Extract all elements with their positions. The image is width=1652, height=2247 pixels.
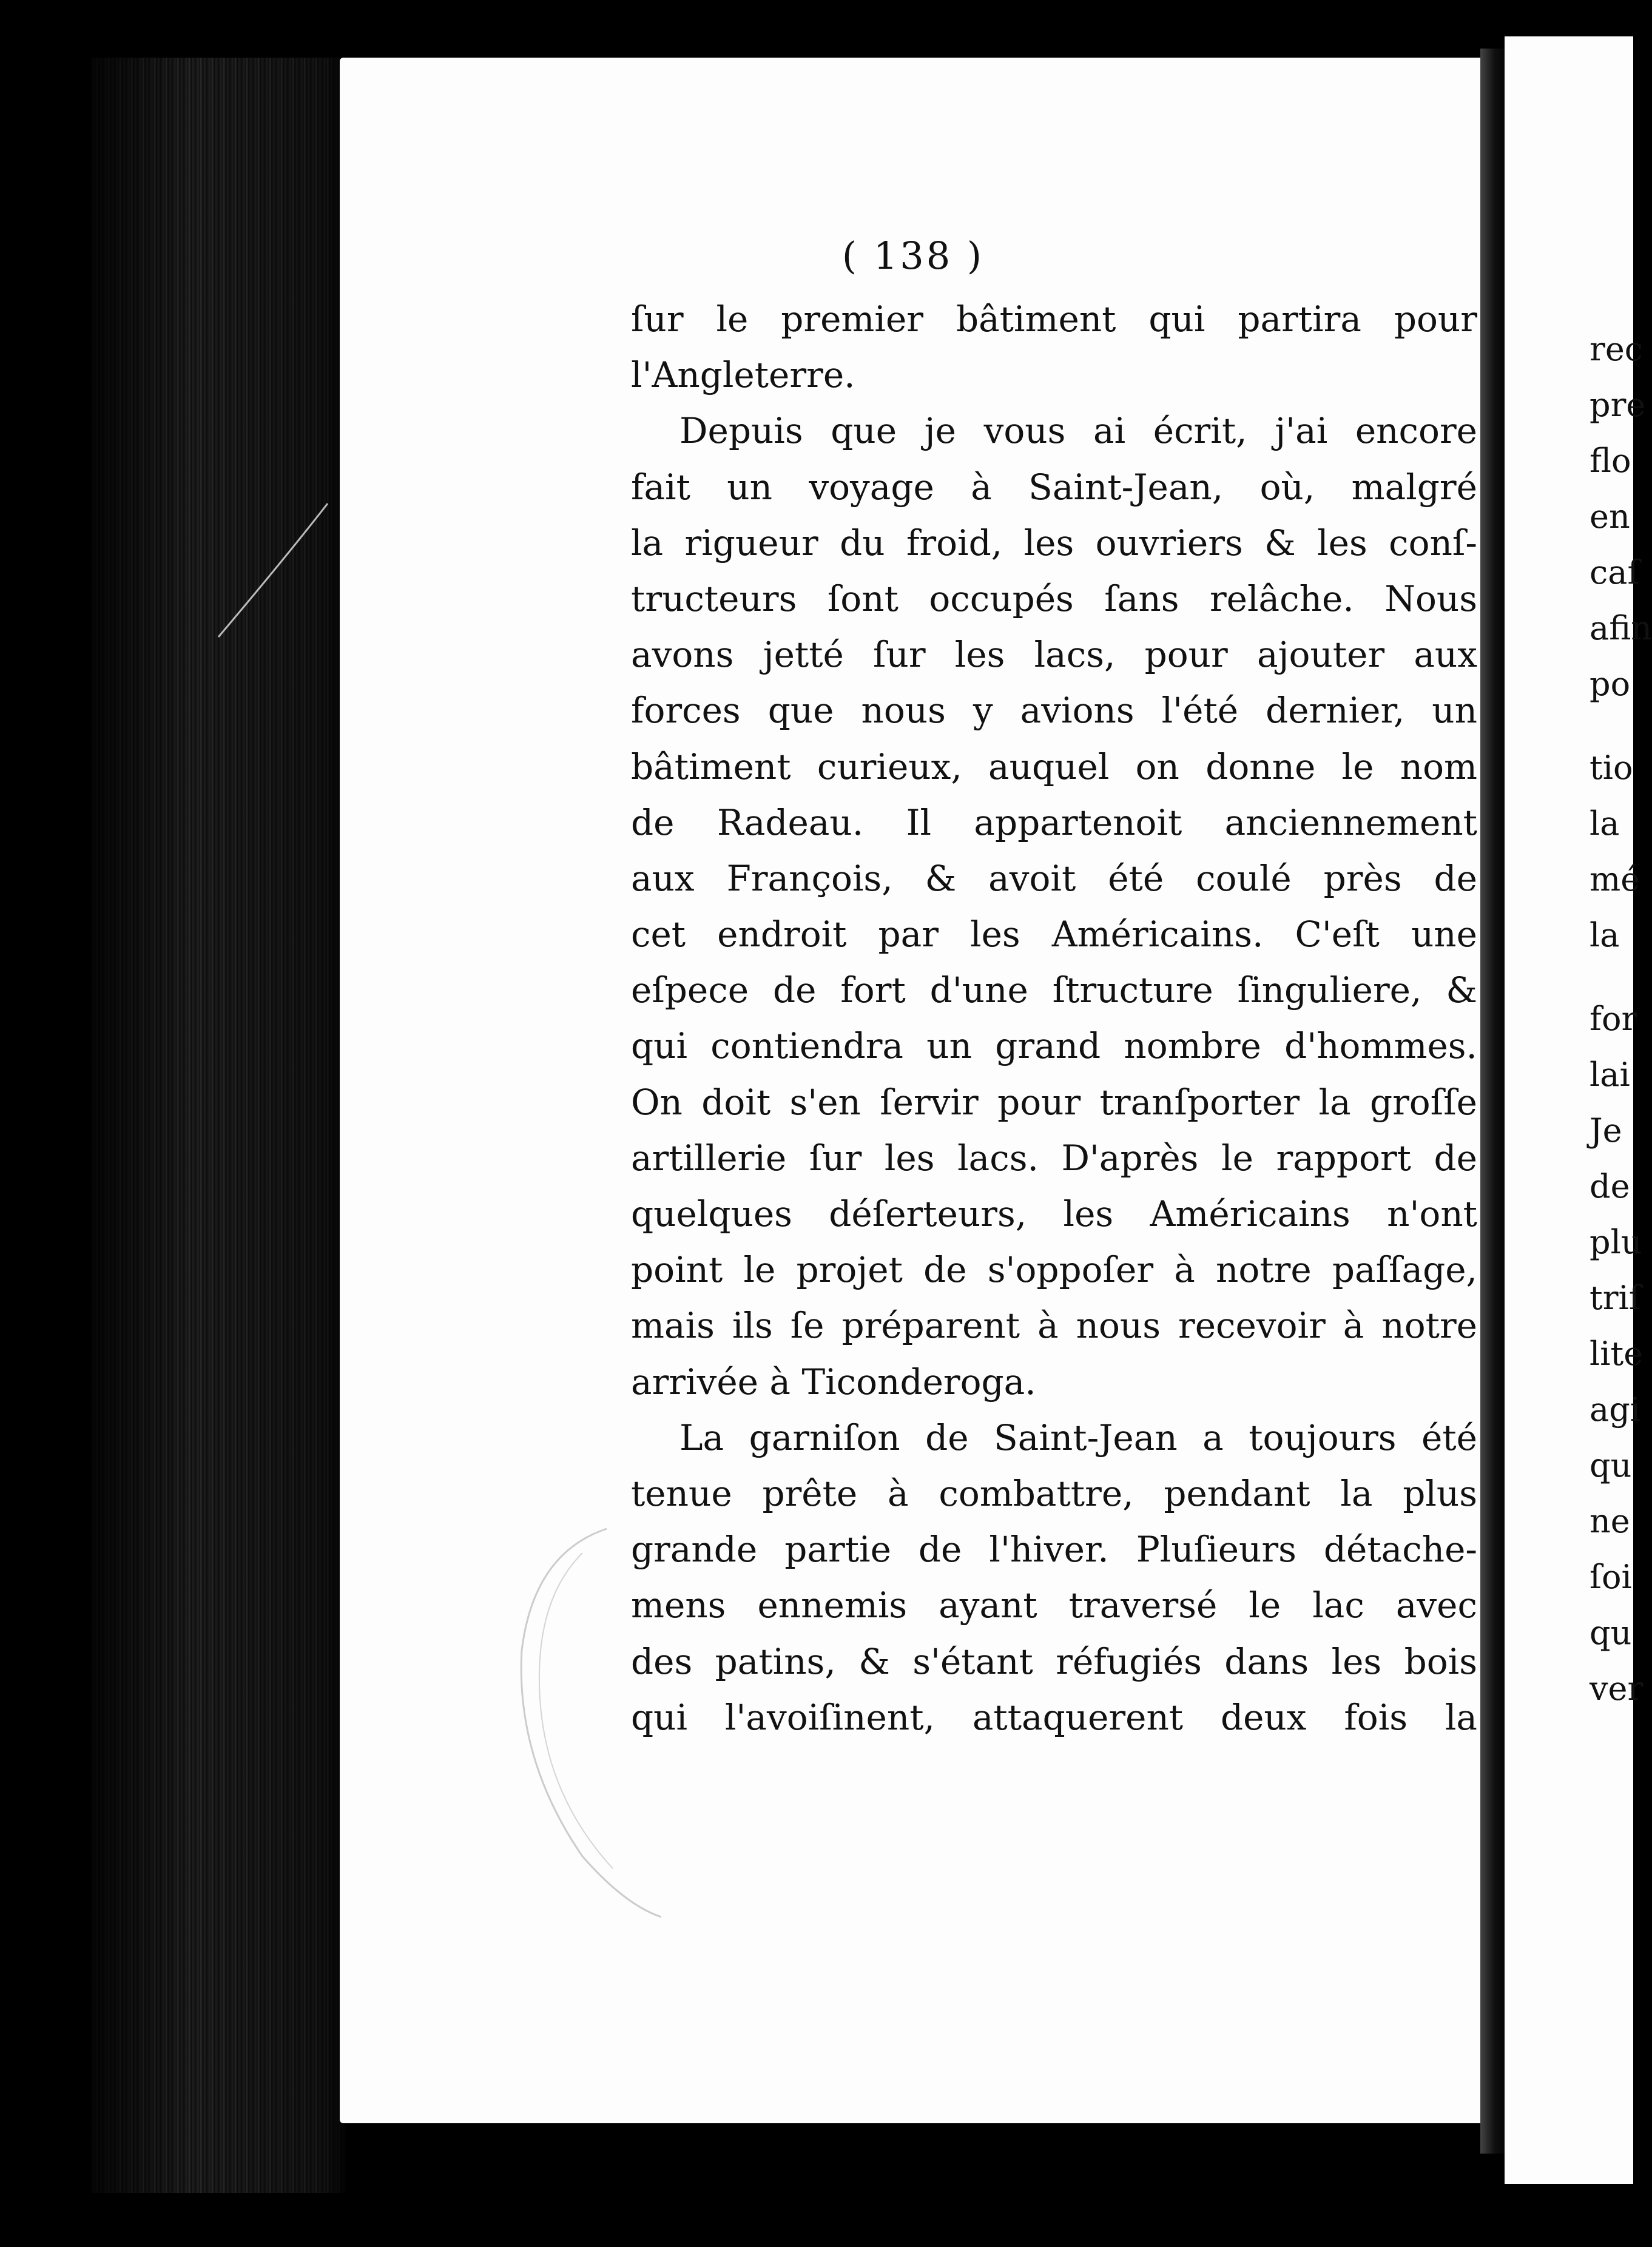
text-line: fait un voyage à Saint-Jean, où, malgré xyxy=(631,466,1477,508)
text-line: mais ils ſe préparent à nous recevoir à notre xyxy=(631,1305,1477,1347)
text-line: quelques déſerteurs, les Américains n'ont xyxy=(631,1193,1477,1235)
text-line: grande partie de l'hiver. Pluſieurs détache- xyxy=(631,1529,1477,1571)
facing-line-fragment: pre xyxy=(1590,386,1646,424)
facing-line-fragment: la xyxy=(1590,916,1620,954)
facing-line-fragment: de xyxy=(1590,1167,1630,1205)
text-line: bâtiment curieux, auquel on donne le nom xyxy=(631,746,1477,787)
text-line: Depuis que je vous ai écrit, j'ai encore xyxy=(679,410,1477,452)
text-line: qui l'avoiſinent, attaquerent deux fois la xyxy=(631,1696,1477,1738)
text-line: eſpece de fort d'une ſtructure ſinguliere, & xyxy=(631,969,1477,1011)
facing-line-fragment: mé xyxy=(1590,860,1640,898)
text-line: On doit s'en ſervir pour tranſporter la groſſe xyxy=(631,1081,1477,1123)
facing-line-fragment: la xyxy=(1590,804,1620,843)
text-line: forces que nous y avions l'été dernier, un xyxy=(631,690,1477,732)
text-line: aux François, & avoit été coulé près de xyxy=(631,857,1477,899)
facing-line-fragment: ne xyxy=(1590,1502,1630,1540)
page-number: ( 138 ) xyxy=(841,234,985,278)
facing-line-fragment: agi xyxy=(1590,1390,1641,1429)
facing-line-fragment: po xyxy=(1590,665,1631,703)
text-line: mens ennemis ayant traversé le lac avec xyxy=(631,1585,1477,1626)
text-line: point le projet de s'oppoſer à notre paſſage, xyxy=(631,1249,1477,1291)
facing-line-fragment: caſ xyxy=(1590,553,1640,591)
text-line: artillerie ſur les lacs. D'après le rapport de xyxy=(631,1137,1477,1179)
facing-line-fragment: afin xyxy=(1590,609,1652,647)
facing-line-fragment: ſoi xyxy=(1590,1558,1632,1596)
facing-line-fragment: Je xyxy=(1590,1111,1622,1150)
facing-line-fragment: triſ xyxy=(1590,1279,1641,1317)
facing-line-fragment: lai xyxy=(1590,1056,1630,1094)
text-line: tenue prête à combattre, pendant la plus xyxy=(631,1472,1477,1514)
facing-line-fragment: for xyxy=(1590,1000,1637,1038)
text-line: ſur le premier bâtiment qui partira pour xyxy=(631,298,1477,340)
text-line: qui contiendra un grand nombre d'hommes. xyxy=(631,1025,1477,1067)
facing-line-fragment: tio xyxy=(1590,749,1633,787)
facing-line-fragment: en xyxy=(1590,497,1630,536)
facing-line-fragment: lite xyxy=(1590,1335,1644,1373)
text-line: cet endroit par les Américains. C'eſt une xyxy=(631,914,1477,955)
page-text-block xyxy=(631,291,1477,1745)
text-line: la rigueur du froid, les ouvriers & les conſ- xyxy=(631,522,1477,564)
text-line: des patins, & s'étant réfugiés dans les bois xyxy=(631,1640,1477,1682)
text-line: arrivée à Ticonderoga. xyxy=(631,1361,1036,1403)
text-line: avons jetté ſur les lacs, pour ajouter aux xyxy=(631,634,1477,676)
facing-line-fragment: flo xyxy=(1590,442,1631,480)
facing-line-fragment: qu xyxy=(1590,1614,1632,1652)
facing-line-fragment: plu xyxy=(1590,1223,1642,1261)
text-line: de Radeau. Il appartenoit anciennement xyxy=(631,801,1477,843)
facing-line-fragment: ver xyxy=(1590,1669,1644,1708)
facing-line-fragment: qu xyxy=(1590,1446,1632,1484)
facing-page-text xyxy=(1590,322,1652,1717)
facing-line-fragment: rec xyxy=(1590,330,1644,368)
binding-shadow xyxy=(91,58,346,2193)
left-page xyxy=(340,58,1486,2123)
text-line: La garniſon de Saint-Jean a toujours été xyxy=(679,1417,1477,1458)
text-line: tructeurs ſont occupés ſans relâche. Nous xyxy=(631,578,1477,619)
text-line: l'Angleterre. xyxy=(631,354,855,396)
